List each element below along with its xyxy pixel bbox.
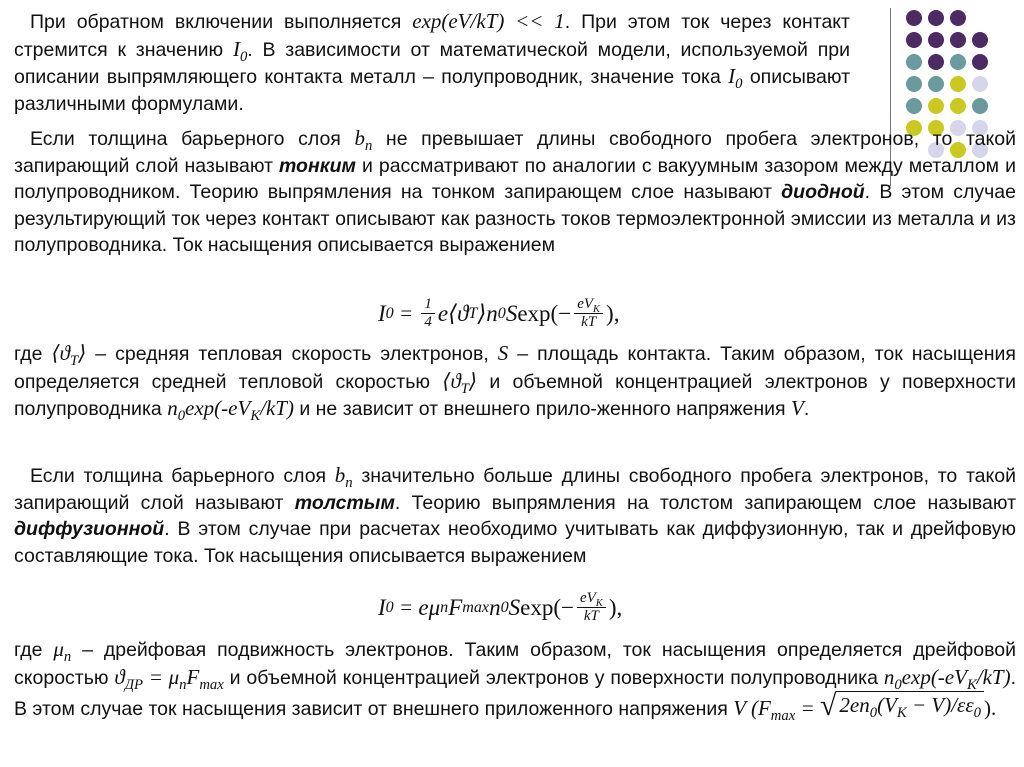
math-inline [167, 396, 294, 425]
math-subscript: T [69, 353, 79, 370]
text: . В этом случае при расчетах необходимо учитывать как диффузионную, так и дрейфовую составляющие тока. Ток насыщения описывается выражением [14, 518, 1016, 567]
decoration-dot-icon [928, 10, 944, 26]
math-symbol: ϑ [114, 664, 125, 689]
text: – средняя тепловая скорость электронов, [86, 343, 498, 365]
text: Если толщина барьерного слоя [30, 128, 355, 150]
math-symbol: /kT) [260, 396, 294, 421]
decoration-dot-icon [950, 10, 966, 26]
text: . В этом случае результирующий ток через контакт описывают как разность токов термоэлектронной эмиссии из металла и из полупроводника. Ток насыщения описывается выражением [14, 181, 1016, 257]
text: описывают различными формулами. [14, 66, 851, 115]
math-inline [354, 126, 373, 155]
math-operator: ), [608, 594, 623, 620]
math-symbol: eV [579, 590, 596, 606]
formula-diode-saturation: I 0 = $\frac{1}{4}$ e⟨ϑ T ⟩n 0 S exp(− $\frac{eV_K}{kT}$ ), [378, 296, 620, 330]
math-symbol: b [334, 463, 346, 487]
math-subscript: 0 [735, 76, 743, 93]
math-symbol: S [508, 594, 521, 620]
math-symbol: b [354, 126, 365, 150]
math-function: exp(− [520, 594, 574, 620]
math-subscript: K [250, 408, 261, 425]
math-symbol: 2en [839, 693, 870, 718]
fraction [421, 296, 435, 331]
math-subscript: T [460, 380, 469, 397]
math-symbol: I [728, 64, 736, 89]
text: . При этом ток через контакт стремится к значению [14, 11, 850, 61]
math-function: exp(− [517, 300, 572, 326]
denominator: 4 [424, 314, 432, 330]
math-inline: exp(eV/kT) << 1 [412, 9, 565, 33]
numerator [577, 590, 606, 608]
term-bold: диодной [781, 181, 865, 204]
math-inline [334, 463, 353, 492]
decoration-dot-icon [972, 54, 988, 70]
decoration-dot-icon [972, 98, 988, 114]
math-subscript: n [345, 475, 353, 492]
text: . Теорию выпрямления на толстом запирающем слое называют [394, 491, 1016, 514]
math-subscript: max [199, 676, 224, 693]
math-inline [51, 341, 87, 370]
math-symbol: = [795, 696, 820, 721]
radicand [836, 691, 984, 721]
math-symbol: ⟩ [468, 368, 478, 393]
math-operator: = [393, 595, 419, 619]
text: . В этом случае ток насыщения зависит от внешнего приложенного напряжения [14, 666, 1016, 721]
math-subscript: K [593, 304, 601, 315]
math-inline: V [791, 396, 804, 421]
math-symbol: eV [577, 296, 594, 312]
formula-diffusion-saturation: I 0 = eμ n F max n 0 S exp(− $\frac{eV_K}{kT}$ ), [378, 590, 623, 624]
math-symbol: μ [53, 637, 64, 661]
text: – дрейфовая подвижность электронов. Таким образом, ток насыщения определяется дрейфовой скоростью [14, 639, 1016, 689]
numerator [574, 296, 603, 314]
math-symbol: S [505, 300, 518, 326]
math-symbol: − V)/εε [906, 693, 974, 718]
text: где [14, 343, 52, 365]
math-symbol: F [186, 664, 200, 689]
math-subscript: ДР [124, 676, 144, 693]
math-subscript: 0 [177, 408, 186, 425]
paragraph-drift-mobility [14, 636, 1016, 723]
decoration-dot-icon [972, 32, 988, 48]
text: не превышает длины свободного пробега электронов, то такой запирающий слой называют [14, 128, 1016, 177]
math-symbol: ⟩ [78, 341, 87, 365]
math-symbol: n [489, 594, 501, 620]
decoration-dot-icon [906, 98, 922, 114]
radical-sign-icon: √ [819, 689, 837, 723]
term-bold: толстым [294, 491, 395, 514]
decoration-dot-icon [906, 76, 922, 92]
paragraph-thin-layer [14, 125, 1016, 259]
denominator: kT [581, 314, 597, 330]
math-symbol: eμ [418, 594, 441, 620]
math-operator: ), [606, 300, 620, 326]
math-inline [883, 664, 1011, 693]
math-symbol: e⟨ϑ [437, 300, 469, 326]
decoration-dot-icon [906, 10, 922, 26]
text: и объемной концентрацией электронов у поверхности полупроводника [223, 666, 884, 689]
decoration-dot-icon [950, 76, 966, 92]
math-subscript: n [364, 138, 373, 155]
math-symbol: exp(-eV [901, 664, 967, 689]
math-symbol: exp(-eV [185, 396, 251, 421]
text: и объемной концентрацией электронов у поверхности полупроводника [14, 370, 1016, 421]
decoration-dot-icon [928, 76, 944, 92]
decoration-dot-icon [972, 76, 988, 92]
math-subscript: n [63, 649, 72, 666]
decoration-dot-icon [950, 98, 966, 114]
paragraph-thermal-velocity [14, 340, 1016, 423]
math-subscript: max [770, 708, 796, 725]
math-symbol: ⟨ϑ [442, 368, 461, 393]
decoration-dot-icon [906, 32, 922, 48]
math-subscript: K [966, 676, 977, 693]
math-symbol: (V [877, 693, 897, 718]
text: . В зависимости от математической модели, используемой при описании выпрямляющего контакта металл – полупроводник, значение тока [14, 38, 850, 89]
math-subscript: n [179, 676, 187, 693]
math-symbol: ⟩n [477, 300, 498, 326]
math-subscript: 0 [869, 705, 878, 722]
math-subscript: 0 [973, 705, 981, 722]
math-symbol: V [733, 696, 746, 721]
math-inline [728, 64, 743, 93]
text: – площадь контакта. Таким образом, ток насыщения определяется средней тепловой скоростью [14, 343, 1016, 393]
math-symbol: F [448, 594, 463, 620]
math-inline [53, 637, 72, 666]
decoration-dot-icon [928, 98, 944, 114]
denominator: kT [583, 608, 599, 624]
math-inline [733, 689, 997, 725]
decoration-dot-icon [928, 32, 944, 48]
text: значительно больше длины свободного пробега электронов, то такой запирающий слой называют [14, 465, 1016, 514]
math-symbol: I [232, 36, 240, 61]
decoration-dot-icon [928, 54, 944, 70]
text: и не зависит от внешнего прило-женного напряжения [293, 398, 792, 421]
math-symbol: ⟨ϑ [51, 341, 70, 365]
paragraph-thick-layer [14, 462, 1016, 569]
math-subscript: 0 [239, 48, 248, 65]
text: и рассматривают по аналогии с вакуумным зазором между металлом и полупроводником. Теорию выпрямления на тонком запирающем слое называют [14, 154, 1016, 204]
decoration-dot-icon [950, 54, 966, 70]
text: При обратном включении выполняется [30, 11, 413, 33]
math-symbol: (F [745, 696, 771, 721]
term-bold: диффузионной [14, 518, 165, 541]
square-root [820, 691, 984, 721]
math-symbol: = μ [143, 664, 180, 689]
text: Если толщина барьерного слоя [30, 465, 335, 487]
math-symbol: n [167, 396, 178, 421]
math-symbol: /kT) [976, 664, 1011, 689]
math-subscript: K [896, 705, 907, 722]
decoration-dot-icon [950, 32, 966, 48]
math-subscript: 0 [894, 676, 902, 693]
numerator: 1 [421, 296, 435, 314]
math-operator: = [393, 301, 419, 325]
math-symbol: I [378, 594, 386, 620]
math-inline: S [497, 341, 509, 365]
decoration-dot-icon [906, 54, 922, 70]
math-inline [442, 368, 478, 397]
math-symbol: ). [983, 696, 997, 721]
math-inline [232, 36, 248, 65]
math-symbol: I [378, 300, 386, 326]
term-bold: тонким [278, 154, 356, 177]
text: . [803, 398, 810, 421]
math-inline [114, 664, 224, 693]
fraction [577, 590, 606, 625]
paragraph-reverse-bias [14, 8, 850, 117]
fraction [574, 296, 603, 331]
math-symbol: n [883, 664, 895, 689]
math-subscript: K [595, 598, 603, 609]
text: где [14, 639, 54, 661]
